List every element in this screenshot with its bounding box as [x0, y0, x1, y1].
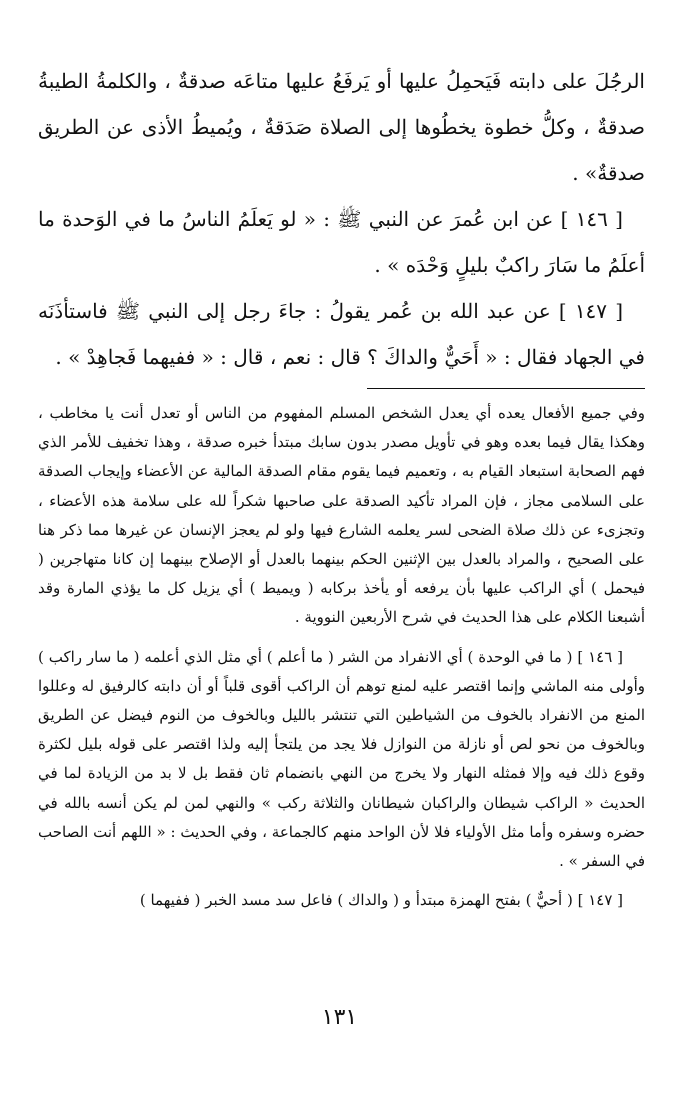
main-text: [38, 58, 645, 380]
footnote-146: [ ١٤٦ ] ( ما في الوحدة ) أي الانفراد من الشر ( ما أعلم ) أي مثل الذي أعلمه ( ما سار راكب ) وأولى منه الماشي وإنما اقتصر عليه لمنع توهم أن الراكب أقوى قلباً أو أن دابته كالرفيق له وعللوا المنع من الانفراد بالخوف من الشياطين التي تنتشر بالليل وبالخوف من النوم فيضل عن الطريق وبالخوف من نحو لص أو نازلة من النوازل فلا يجد من يلتجأ إليه ولذا اقتصر على قوله بليل لكثرة وقوع ذلك فيه وإلا فمثله النهار ولا يخرج من النهي بانضمام ثان فقط بل لا بد من الزيادة لما في الحديث « الراكب شيطان والراكبان شيطانان والثلاثة ركب » والنهي لمن لم يكن أنسه بالله في حضره وسفره وأما مثل الأولياء فلا لأن الواحد منهم كالجماعة ، وفي الحديث : « اللهم أنت الصاحب في السفر » .: [38, 647, 645, 871]
page-number: ١٣١: [321, 1005, 358, 1030]
footnote-divider: [367, 388, 645, 389]
hadith-146: [ ١٤٦ ] عن ابن عُمرَ عن النبي ﷺ : « لو يَعلَمُ الناسُ ما في الوَحدة ما أعلَمُ ما سَارَ راكبٌ بليلٍ وَحْدَه » .: [38, 207, 645, 277]
footnote-147: [ ١٤٧ ] ( أحيٌّ ) بفتح الهمزة مبتدأ و ( والداك ) فاعل سد مسد الخبر ( ففيهما ): [139, 891, 623, 910]
footnotes: [38, 399, 645, 915]
footnote-continuation: وفي جميع الأفعال يعده أي يعدل الشخص المسلم المفهوم من الناس أو تعدل أنت يا مخاطب ، وهكذا يقال فيما بعده وهو في تأويل مصدر بدون سابك مبتدأ خبره صدقة ، وهذا تخفيف للأمر الذي فهم الصحابة استبعاد القيام به ، وتعميم فيما يقوم مقام الصدقة المالية عن الأعضاء وإيجاب الصدقة على السلامى مجاز ، فإن المراد تأكيد الصدقة على صاحبها شكراً لله على سلامة هذه الأعضاء ، وتجزىء عن ذلك صلاة الضحى لسر يعلمه الشارع فيها ولو لم يعجز الإنسان عن غيرها مما ذكر هنا على الصحيح ، والمراد بالعدل بين الإثنين الحكم بينهما بالعدل أو الإصلاح بينهما إن كانا متهاجرين ( فيحمل ) أي الراكب عليها بأن يرفعه أو يأخذ بركابه ( ويميط ) أي يزيل كل ما يؤذي المارة وقد أشبعنا الكلام على هذا الحديث في شرح الأربعين النووية .: [38, 404, 645, 627]
hadith-147: [ ١٤٧ ] عن عبد الله بن عُمر يقولُ : جاءَ رجل إلى النبي ﷺ فاستأذَنَه في الجهاد فقال : « أَحَيٌّ والداكَ ؟ قال : نعم ، قال : « ففيهما فَجاهِدْ » .: [38, 299, 645, 369]
main-paragraph-continuation: الرجُلَ على دابته فَيَحمِلُ عليها أو يَرفَعُ عليها متاعَه صدقةٌ ، والكلمةُ الطيبةُ صدقةٌ ، وكلُّ خطوة يخطُوها إلى الصلاة صَدَقةٌ ، ويُميطُ الأذى عن الطريق صدقةٌ» .: [38, 69, 645, 185]
